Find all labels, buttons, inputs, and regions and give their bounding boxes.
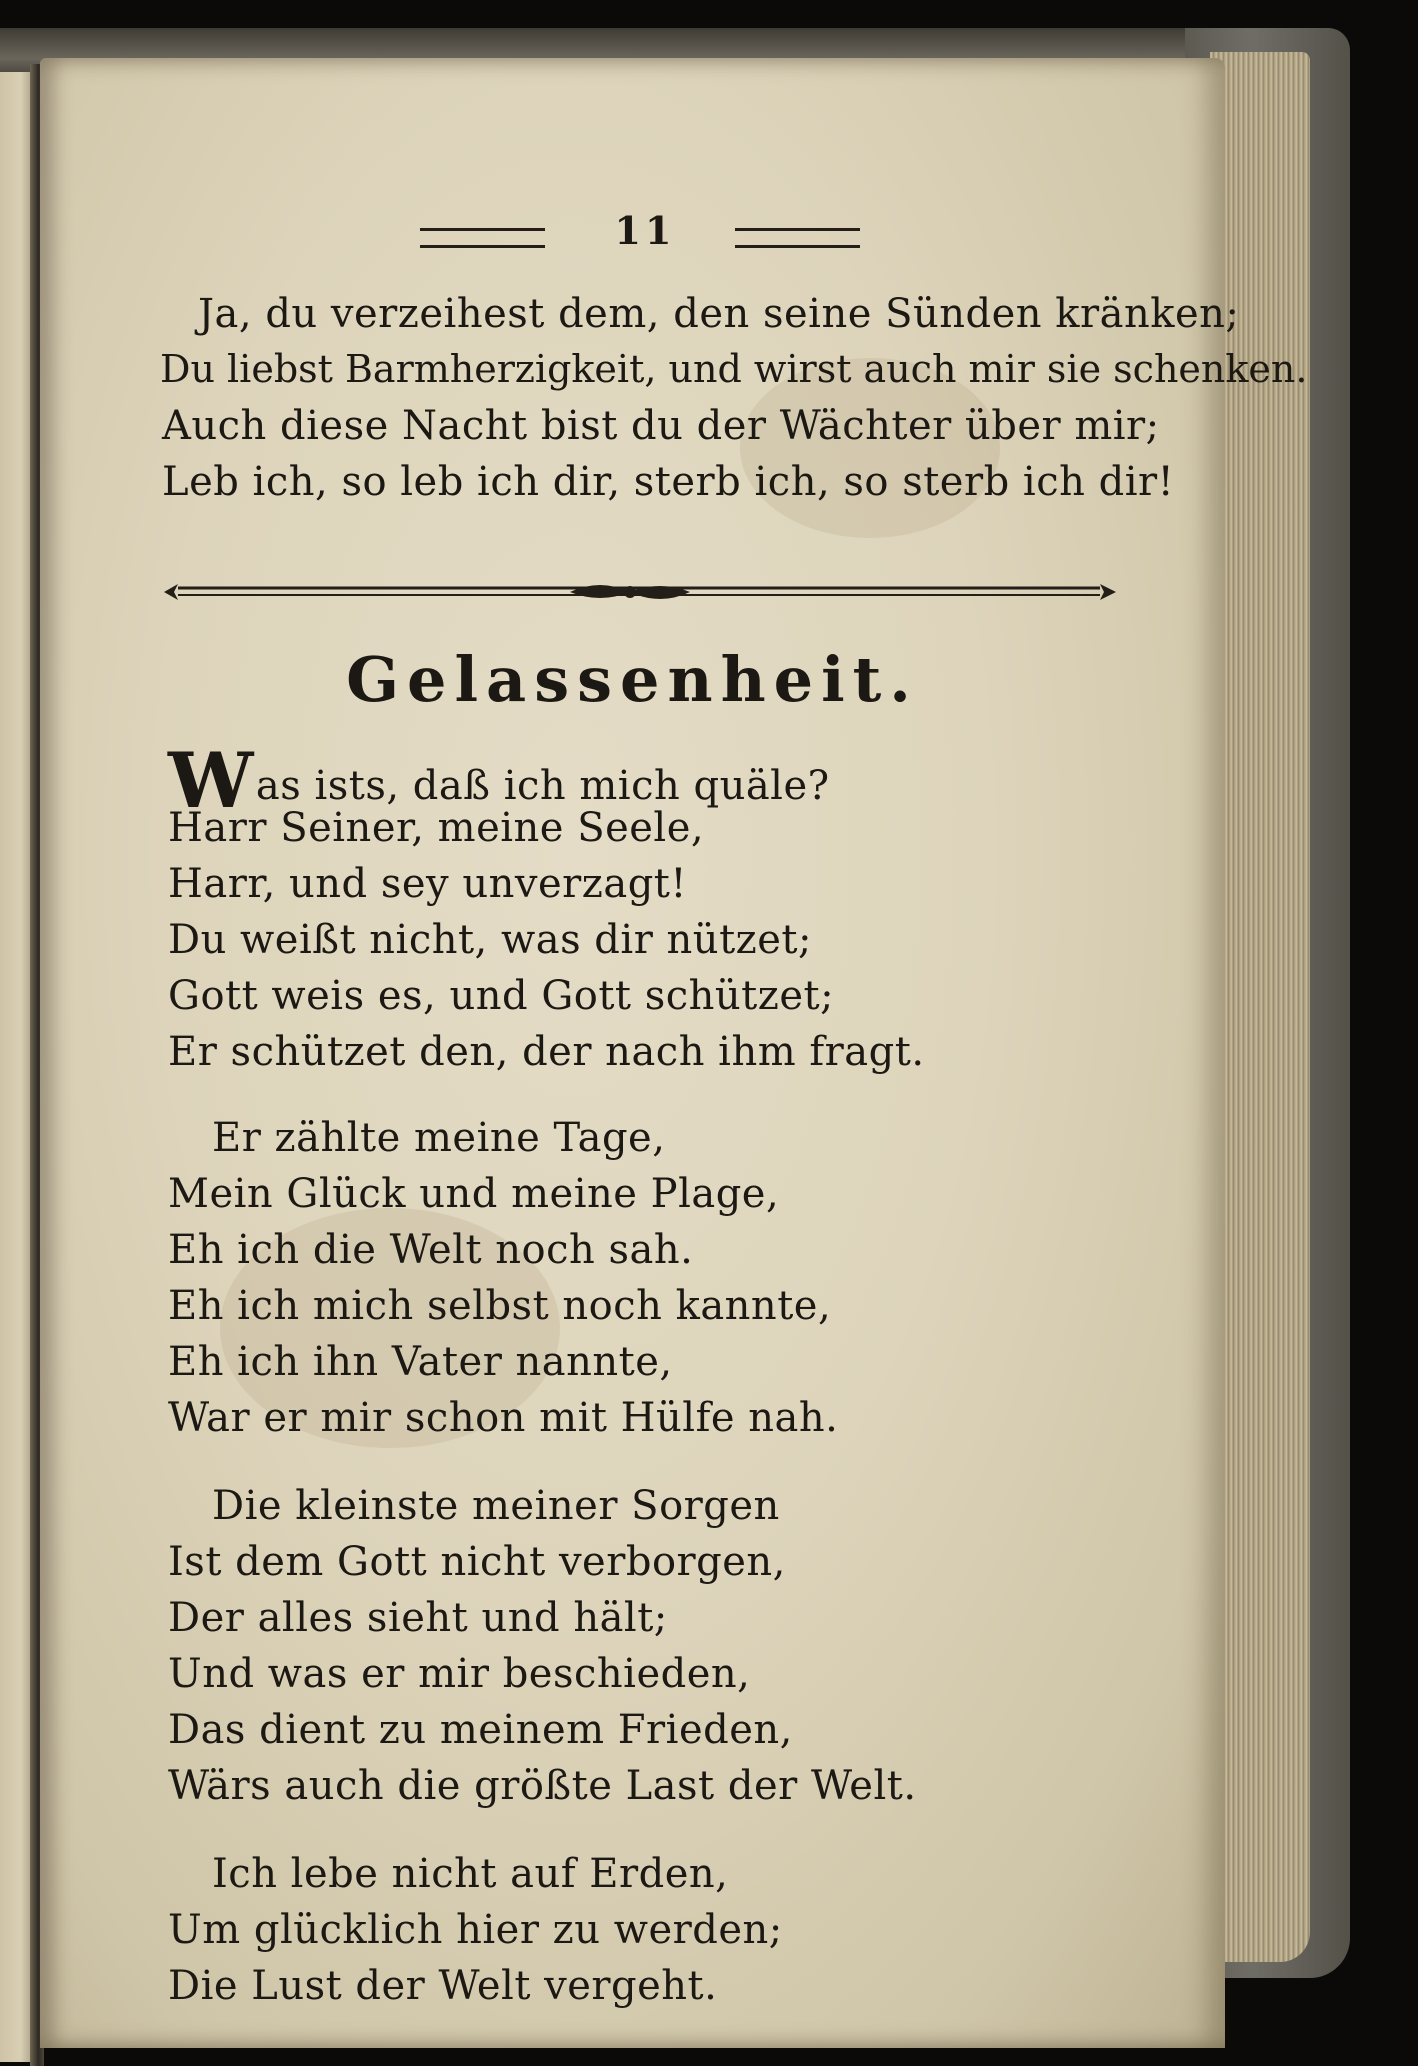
top-verse-line: Du liebst Barmherzigkeit, und wirst auch mir sie schenken. — [160, 347, 1308, 391]
running-header — [420, 208, 870, 278]
drop-initial: W — [168, 736, 254, 825]
poem-line: Ich lebe nicht auf Erden, — [212, 1851, 729, 1897]
poem-line: Wärs auch die größte Last der Welt. — [168, 1763, 917, 1809]
poem-line: Und was er mir beschieden, — [168, 1651, 751, 1697]
poem-line: Eh ich die Welt noch sah. — [168, 1227, 694, 1273]
poem-line: Eh ich mich selbst noch kannte, — [168, 1283, 832, 1329]
top-verse-line: Ja, du verzeihest dem, den seine Sünden kränken; — [198, 291, 1240, 337]
top-verse-line: Leb ich, so leb ich dir, sterb ich, so sterb ich dir! — [162, 459, 1175, 505]
poem-line: Gott weis es, und Gott schützet; — [168, 973, 835, 1019]
poem-line: Der alles sieht und hält; — [168, 1595, 668, 1641]
poem-line: Eh ich ihn Vater nannte, — [168, 1339, 673, 1385]
poem-line: Du weißt nicht, was dir nützet; — [168, 917, 812, 963]
poem-line: Harr, und sey unverzagt! — [168, 861, 687, 907]
poem-line: Um glücklich hier zu werden; — [168, 1907, 783, 1953]
poem-line: Er zählte meine Tage, — [212, 1115, 666, 1161]
poem-line: Harr Seiner, meine Seele, — [168, 805, 705, 851]
poem-title: Gelassenheit. — [346, 643, 919, 716]
poem-line: Die kleinste meiner Sorgen — [212, 1483, 780, 1529]
poem-line: Ist dem Gott nicht verborgen, — [168, 1539, 786, 1585]
poem-line: War er mir schon mit Hülfe nah. — [168, 1395, 839, 1441]
poem-line-text: as ists, daß ich mich quäle? — [255, 763, 830, 809]
header-rule-right — [735, 228, 860, 248]
poem-line: Das dient zu meinem Frieden, — [168, 1707, 793, 1753]
top-verse-line: Auch diese Nacht bist du der Wächter über mir; — [162, 403, 1160, 449]
book-page — [40, 58, 1308, 2048]
left-page-edge — [0, 72, 34, 2062]
header-rule-left — [420, 228, 545, 248]
poem-line: Mein Glück und meine Plage, — [168, 1171, 780, 1217]
ornamental-divider — [160, 578, 1120, 606]
page-fore-edge — [1210, 52, 1310, 1962]
poem-line: Er schützet den, der nach ihm fragt. — [168, 1029, 925, 1075]
page-content — [40, 58, 1308, 2048]
poem-line: Die Lust der Welt vergeht. — [168, 1963, 718, 2009]
page-number: 11 — [614, 208, 676, 253]
